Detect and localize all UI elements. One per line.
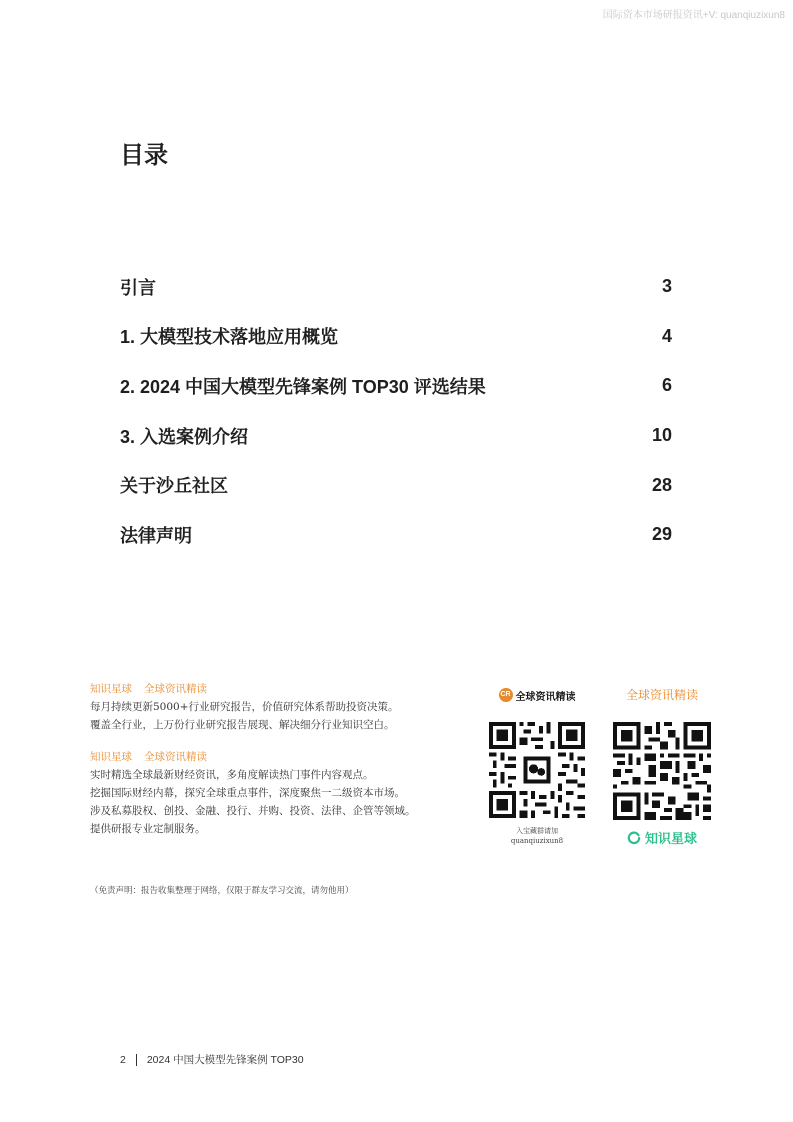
qr-brand <box>488 682 586 708</box>
promo-line: 涉及私募股权、创投、金融、投行、并购、投资、法律、企管等领域。 <box>90 805 416 817</box>
toc-entry-page: 10 <box>651 425 672 446</box>
cr-logo-icon: CR <box>499 688 513 702</box>
promo-heading-a: 知识星球 <box>90 683 132 695</box>
promo-heading-b: 全球资讯精读 <box>144 751 207 763</box>
zsxq-brand-label: 知识星球 <box>644 831 697 846</box>
promo-line: 每月持续更新5000+行业研究报告，价值研究体系帮助投资决策。 <box>90 701 399 713</box>
table-of-contents <box>120 262 672 560</box>
qr-caption-line: quanqiuzixun8 <box>510 837 564 845</box>
toc-entry[interactable] <box>120 510 672 560</box>
toc-entry[interactable] <box>120 361 672 411</box>
toc-entry-page: 29 <box>651 524 672 545</box>
zsxq-qr-card <box>612 682 712 847</box>
promo-heading <box>90 680 470 698</box>
promo-line: 实时精选全球最新财经资讯，多角度解读热门事件内容观点。 <box>90 769 374 781</box>
toc-entry-label: 引言 <box>120 277 156 298</box>
toc-entry[interactable] <box>120 312 672 362</box>
wechat-qr-code-icon[interactable] <box>489 722 585 818</box>
toc-entry-page: 6 <box>661 375 672 396</box>
qr-right-heading: 全球资讯精读 <box>625 688 698 702</box>
toc-entry-page: 3 <box>661 276 672 297</box>
qr-caption-line: 入宝藏群请加 <box>516 827 558 835</box>
toc-entry-label: 2. 2024 中国大模型先锋案例 TOP30 评选结果 <box>120 376 486 397</box>
promo-text <box>90 680 470 838</box>
disclaimer: （免责声明：报告收集整理于网络，仅限于群友学习交流，请勿他用） <box>90 886 354 896</box>
promo-heading-a: 知识星球 <box>90 751 132 763</box>
promo-heading-b: 全球资讯精读 <box>144 683 207 695</box>
toc-entry-label: 关于沙丘社区 <box>120 476 228 497</box>
toc-entry[interactable] <box>120 411 672 461</box>
qr-caption <box>488 826 586 846</box>
toc-entry-page: 4 <box>661 325 672 346</box>
toc-entry[interactable] <box>120 460 672 510</box>
zsxq-logo-icon <box>627 831 641 845</box>
footer-divider <box>136 1054 137 1066</box>
qr-brand-label: 全球资讯精读 <box>515 691 576 703</box>
wechat-qr-card <box>488 682 586 846</box>
toc-entry[interactable] <box>120 262 672 312</box>
toc-entry-label: 1. 大模型技术落地应用概览 <box>120 327 339 348</box>
page-footer <box>120 1052 304 1067</box>
footer-title: 2024 中国大模型先锋案例 TOP30 <box>146 1054 304 1066</box>
page-number: 2 <box>120 1053 126 1066</box>
promo-line: 覆盖全行业，上万份行业研究报告展现、解决细分行业知识空白。 <box>90 719 395 731</box>
page-title: 目录 <box>120 142 168 169</box>
toc-entry-page: 28 <box>651 474 672 495</box>
toc-entry-label: 3. 入选案例介绍 <box>120 426 249 447</box>
watermark: 国际资本市场研报资讯+V: quanqiuzixun8 <box>602 10 785 21</box>
promo-line: 挖掘国际财经内幕，探究全球重点事件，深度聚焦一二级资本市场。 <box>90 787 405 799</box>
promo-heading <box>90 748 470 766</box>
toc-entry-label: 法律声明 <box>120 525 192 546</box>
promo-line: 提供研报专业定制服务。 <box>90 823 206 835</box>
zsxq-qr-code-icon[interactable] <box>613 722 711 820</box>
zsxq-brand <box>612 828 712 847</box>
